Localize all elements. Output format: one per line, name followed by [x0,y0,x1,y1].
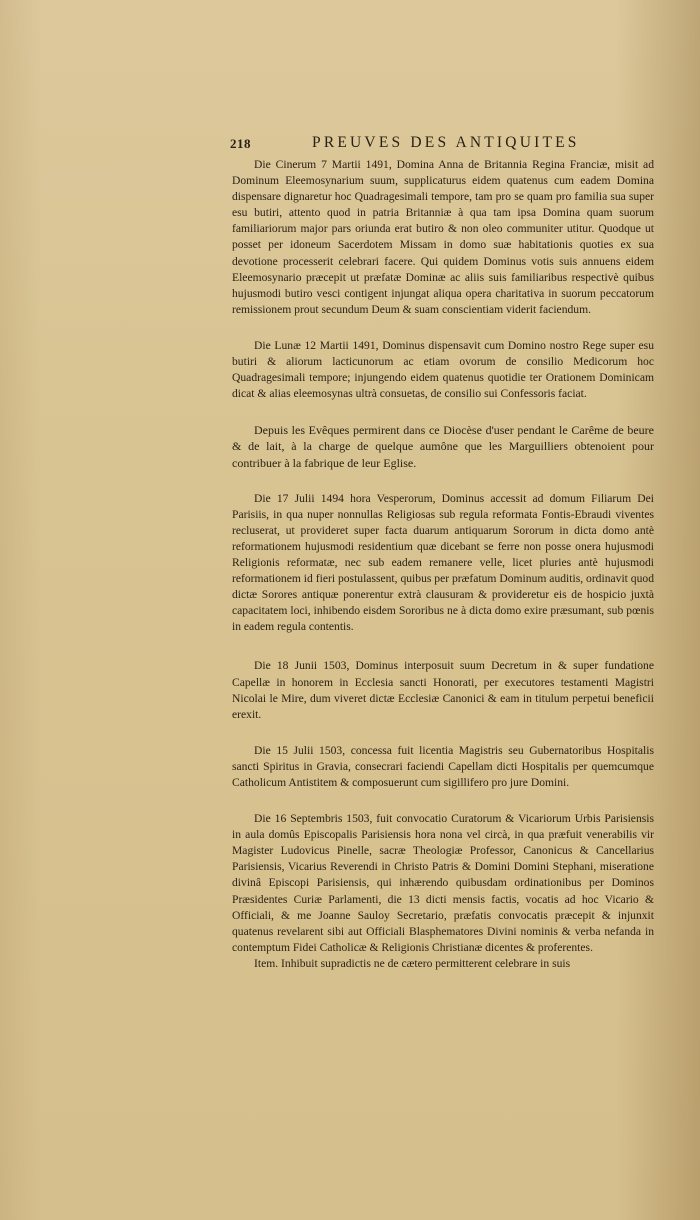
paragraph-julii-1503: Die 15 Julii 1503, concessa fuit licentia Magistris seu Gubernatoribus Hospitalis sancti Spiritus in Gravia, consecrari faciendi Capellam dicti Hospitalis per quemcumque Catholicum Antistitem & composuerunt cum sigillifero pro jure Domini. [232,743,654,789]
paragraph-junii-1503: Die 18 Junii 1503, Dominus interposuit suum Decretum in & super fundatione Capellæ in honorem in Ecclesia sancti Honorati, per executores testamenti Magistri Nicolai le Mire, dum viveret dictæ Ecclesiæ Canonici & eam in titulum perpetui beneficii erexit. [232,659,654,721]
paragraph-lunae-1491: Die Lunæ 12 Martii 1491, Dominus dispensavit cum Domino nostro Rege super esu butiri & aliorum lacticunorum ac etiam ovorum de consilio Medicorum hoc Quadragesimali tempore; injungendo eidem quatenus quotidie ter Orationem Dominicam dicat & alias eleemosynas ultrà consuetas, de consilio sui Confessoris faciat. [232,338,654,401]
page-number: 218 [230,136,251,151]
paragraph-septembris-1503: Die 16 Septembris 1503, fuit convocatio Curatorum & Vicariorum Urbis Parisiensis in aula domûs Episcopalis Parisiensis hora nona vel circà, in qua præfuit venerabilis vir Magister Ludovicus Pinelle, sacræ Theologiæ Professor, Canonicus & Cancellarius Parisiensis, Vicarius Reverendi in Christo Patris & Domini Domini Stephani, miseratione divinâ Episcopi Parisiensis, qui inhærendo quibusdam ordinationibus per Dominos Præsidentes Curiæ Parlamenti, die 13 dicti mensis factis, vocatis ad hoc Vicario & Officiali, & me Joanne Sauloy Secretario, præfatis convocatis præcepit & injunxit quatenus revelarent sibi aut Officiali Blasphematores Divini nominis & verba nefanda in contemptum Fidei Catholicæ & Religionis Christianæ dicentes & proferentes. [232,812,654,954]
paragraph-french-note: Depuis les Evêques permirent dans ce Diocèse d'user pendant le Carême de beure & de lait, à la charge de quelque aumône que les Marguilliers obtenoient pour contribuer à la fabrique de leur Eglise. [232,423,654,470]
page-body [232,157,654,972]
paragraph-item: Item. Inhibuit supradictis ne de cætero permitterent celebrare in suis [254,956,571,970]
paragraph-julii-1494: Die 17 Julii 1494 hora Vesperorum, Dominus accessit ad domum Filiarum Dei Parisiis, in qua nuper nonnullas Religiosas sub regula reformata Fontis-Ebraudi viventes recluserat, ut provideret super facta duarum antiquarum Sororum in dicta domo antè reformationem hujusmodi residentium quæ dicebant se ferre non posse onera hujusmodi Religionis reformatæ, nec sub eadem remanere velle, licet pluries antè hujusmodi reformationem id fieri postulassent, quibus per præfatum Dominum auditis, ordinavit quod dictæ Sorores antiquæ ponerentur extrà clausuram & provideretur eis de hospicio juxtà capacitatem loci, inhibendo eisdem Sororibus ne à dicta domo exire præsumant, sub pœnis in eadem regula contentis. [232,491,654,634]
running-title: PREUVES DES ANTIQUITES [312,134,580,151]
page-header [230,134,650,156]
paragraph-cinerum-1491: Die Cinerum 7 Martii 1491, Domina Anna de Britannia Regina Franciæ, misit ad Dominum Eleemosynarium suum, supplicaturus eidem quatenus cum eadem Domina dispensare dignaretur hoc Quadragesimali tempore, tam pro se quam pro familia sua super esu butiri, attento quod in patria Britanniæ à qua tam ipsa Domina quam suorum familiariorum major pars oriunda erat butiro & non oleo communiter utitur. Quodque ut posset per idoneum Sacerdotem Missam in domo suæ habitationis quoties ex sua devotione processerit celebrari facere. Qui quidem Dominus votis suis annuens eidem Eleemosynario præcepit ut præfatæ Dominæ ac aliis suis familiaribus respectivè quibus hujusmodi butiro vesci contigent injungat aliqua opera charitativa in suorum peccatorum remissionem prout secundum Deum & suam conscientiam viderit faciendum. [232,158,654,316]
